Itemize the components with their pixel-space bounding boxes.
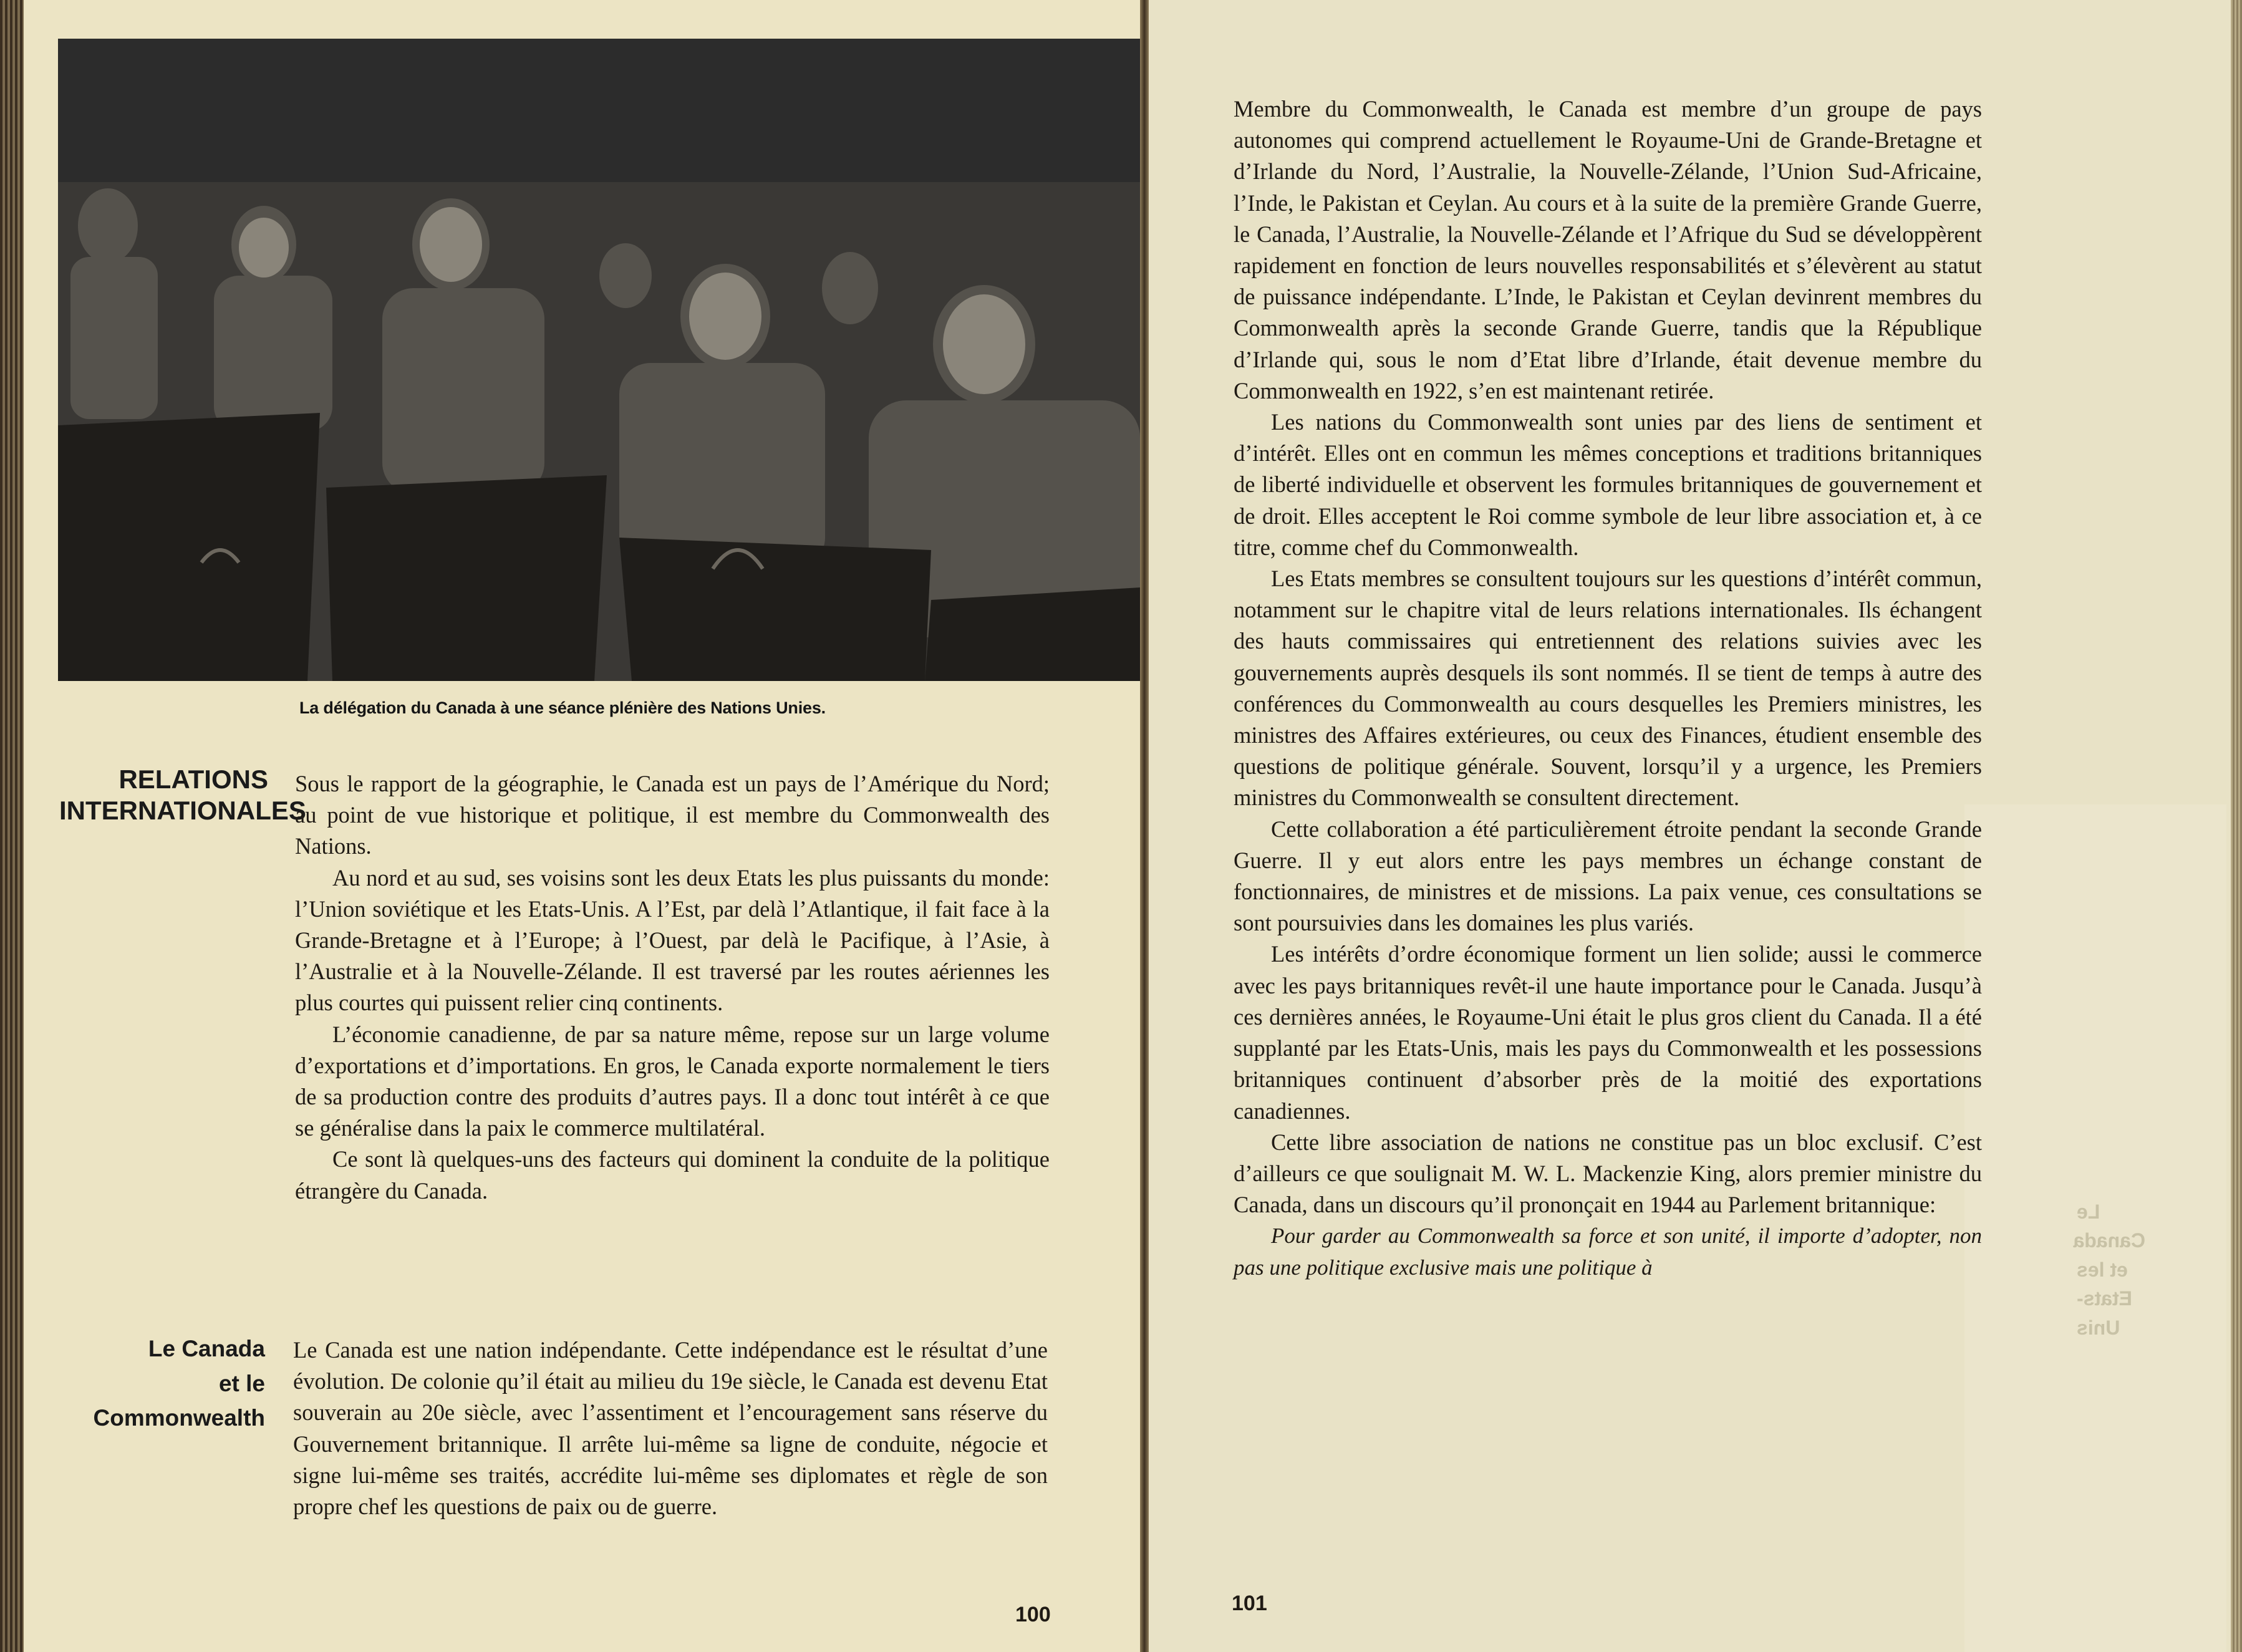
- book-edge-right: [2231, 0, 2242, 1652]
- paragraph: Ce sont là quelques-uns des facteurs qui dominent la conduite de la politique étrangère du Canada.: [295, 1146, 1050, 1204]
- heading-line: Commonwealth: [93, 1405, 265, 1431]
- quotation: Pour garder au Commonwealth sa force et son unité, il importe d’adopter, non pas une politique exclusive mais une politique à: [1234, 1224, 1982, 1280]
- show-through-margin-heading: [2073, 1197, 2145, 1342]
- paragraph: Membre du Commonwealth, le Canada est membre d’un groupe de pays autonomes qui comprend actuellement le Royaume-Uni de Grande-Bretagne et d’Irlande du Nord, l’Australie, la Nouvelle-Zélande, l’Union Sud-Africaine, l’Inde, le Pakistan et Ceylan. Au cours et à la suite de la première Grande Guerre, le Canada, l’Australie, la Nouvelle-Zélande et l’Afrique du Sud se développèrent rapidement en fonction de leurs nouvelles responsabilités et s’élevèrent au statut de puissance indépendante. L’Inde, le Pakistan et Ceylan devinrent membres du Commonwealth après la seconde Grande Guerre, tandis que la République d’Irlande qui, sous le nom d’Etat libre d’Irlande, était devenue membre du Commonwealth en 1922, s’en est maintenant retirée.: [1234, 96, 1982, 403]
- paragraph: Le Canada est une nation indépendante. Cette indépendance est le résultat d’une évolution. De colonie qu’il était au milieu du 19e siècle, le Canada est devenu Etat souverain au 20e siècle, avec l’assentiment et l’encouragement sans réserve du Gouvernement britannique. Il arrête lui-même sa ligne de conduite, négocie et signe lui-même ses traités, accrédite lui-même ses diplomates et règle de son propre chef les questions de paix ou de guerre.: [293, 1337, 1048, 1520]
- delegation-photo: [58, 39, 1140, 681]
- right-body-text: [1234, 94, 1982, 1283]
- paragraph: Les nations du Commonwealth sont unies par des liens de sentiment et d’intérêt. Elles ont en commun les mêmes conceptions et traditions britanniques de liberté individuelle et observent les formules britanniques de gouvernement et de droit. Elles acceptent le Roi comme symbole de leur libre association et, à ce titre, comme chef du Commonwealth.: [1234, 409, 1982, 560]
- ghost-line: Le Canada: [2073, 1200, 2145, 1252]
- section-heading-relations: [59, 764, 306, 827]
- heading-line: et le: [218, 1370, 265, 1396]
- page-number-left: 100: [1015, 1603, 1051, 1626]
- ghost-line: et les: [2077, 1258, 2128, 1281]
- paragraph: Les Etats membres se consultent toujours sur les questions d’intérêt commun, notamment sur le chapitre vital de leurs relations internationales. Ils échangent des hauts commissaires qui entretiennent des relations suivies avec les gouvernements auprès desquels ils sont nommés. Il se tient de temps à autre des conférences du Commonwealth au cours desquelles les Premiers ministres, les ministres des Affaires extérieures, ou ceux des Finances, étudient ensemble des questions de politique générale. Souvent, lorsqu’il y a urgence, les Premiers ministres du Commonwealth se consultent directement.: [1234, 566, 1982, 811]
- heading-line: Le Canada: [148, 1336, 265, 1361]
- paragraph: Cette libre association de nations ne constitue pas un bloc exclusif. C’est d’ailleurs ce que soulignait M. W. L. Mackenzie King, alors premier ministre du Canada, dans un discours qu’il prononçait en 1944 au Parlement britannique:: [1234, 1129, 1982, 1218]
- relations-body-text: [295, 768, 1050, 1207]
- heading-line: RELATIONS: [118, 765, 268, 794]
- section-heading-commonwealth: [59, 1331, 265, 1436]
- ghost-line: Etats-Unis: [2077, 1287, 2132, 1339]
- photo-caption: La délégation du Canada à une séance plénière des Nations Unies.: [299, 698, 826, 717]
- paragraph: L’économie canadienne, de par sa nature même, repose sur un large volume d’exportations et d’importations. En gros, le Canada exporte normalement le tiers de sa production contre des produits d’autres pays. Il a donc tout intérêt à ce que se généralise dans la paix le commerce multilatéral.: [295, 1021, 1050, 1141]
- page-number-right: 101: [1232, 1592, 1267, 1615]
- paragraph: Les intérêts d’ordre économique forment un lien solide; aussi le commerce avec les pays britanniques revêt-il une haute importance pour le Canada. Jusqu’à ces dernières années, le Royaume-Uni était le plus gros client du Canada. Il a été supplanté par les Etats-Unis, mais les pays du Commonwealth et les possessions britanniques continuent d’absorber près de la moitié des exportations canadiennes.: [1234, 941, 1982, 1124]
- book-spine: [1140, 0, 1149, 1652]
- paragraph: Sous le rapport de la géographie, le Canada est un pays de l’Amérique du Nord; au point de vue historique et politique, il est membre du Commonwealth des Nations.: [295, 771, 1050, 859]
- paragraph: Au nord et au sud, ses voisins sont les deux Etats les plus puissants du monde: l’Union soviétique et les Etats-Unis. A l’Est, par delà l’Atlantique, il fait face à la Grande-Bretagne et à l’Europe; à l’Ouest, par delà le Pacifique, à l’Asie, à l’Australie et à la Nouvelle-Zélande. Il est traversé par les routes aériennes les plus courtes qui puissent relier cinq continents.: [295, 864, 1050, 1016]
- paragraph: Cette collaboration a été particulièrement étroite pendant la seconde Grande Guerre. Il y eut alors entre les pays membres un échange constant de fonctionnaires, de ministres et de missions. La paix venue, ces consultations se sont poursuivies dans les domaines les plus variés.: [1234, 816, 1982, 936]
- commonwealth-body-text: [293, 1335, 1048, 1522]
- heading-line: INTERNATIONALES: [59, 796, 306, 826]
